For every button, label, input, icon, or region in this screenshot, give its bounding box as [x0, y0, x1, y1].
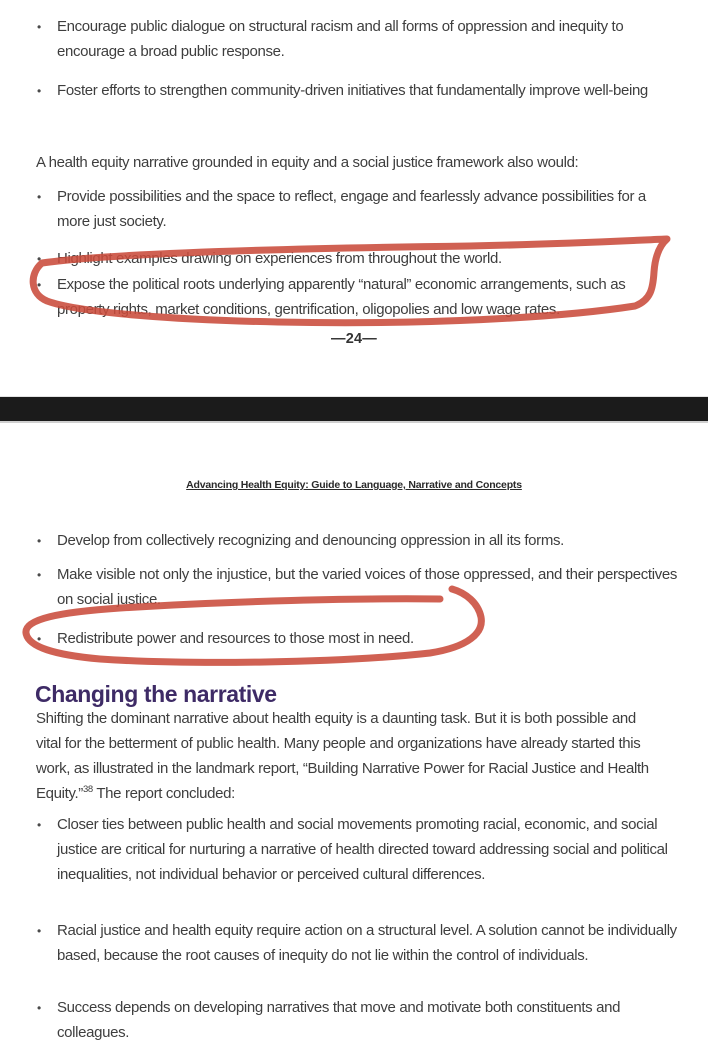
bullet-text: Racial justice and health equity require action on a structural level. A solution cannot be individually based, because the root causes of inequity do not lie within the control of individuals.: [57, 922, 677, 964]
bullet-icon: •: [37, 278, 41, 292]
list-item: [37, 812, 679, 887]
list-item: [37, 14, 679, 64]
bullet-icon: •: [37, 84, 41, 98]
bullet-text: Expose the political roots underlying apparently “natural” economic arrangements, such as property rights, market conditions, gentrification, oligopolies and low wage rates.: [57, 276, 626, 318]
bullet-icon: •: [37, 190, 41, 204]
bullet-text: Make visible not only the injustice, but the varied voices of those oppressed, and their perspectives on social justice.: [57, 566, 678, 608]
list-item: [37, 562, 679, 612]
list-item: [37, 78, 679, 103]
page-separator-bar: [0, 396, 708, 423]
list-item: [37, 528, 679, 553]
bullet-text: Foster efforts to strengthen community-driven initiatives that fundamentally improve well-being: [57, 82, 648, 99]
running-header: Advancing Health Equity: Guide to Language, Narrative and Concepts: [186, 479, 522, 491]
bullet-text: Redistribute power and resources to those most in need.: [57, 630, 414, 647]
bullet-icon: •: [37, 924, 41, 938]
paragraph-text: Shifting the dominant narrative about health equity is a daunting task. But it is both possible and vital for the betterment of public health. Many people and organizations have already started this work, as illustrated in the landmark report, “Building Narrative Power for Racial Justice and Health Equity.”: [36, 710, 649, 802]
bullet-icon: •: [37, 534, 41, 548]
list-item-annotated: [37, 272, 679, 322]
page-number: —24—: [331, 331, 377, 347]
footnote-reference: 38: [82, 784, 93, 795]
intro-paragraph: A health equity narrative grounded in equity and a social justice framework also would:: [36, 154, 579, 171]
bullet-icon: •: [37, 568, 41, 582]
list-item-annotated: [37, 626, 679, 651]
section-heading: Changing the narrative: [35, 681, 277, 708]
bullet-text: Success depends on developing narratives that move and motivate both constituents and colleagues.: [57, 999, 621, 1041]
bullet-text: Closer ties between public health and social movements promoting racial, economic, and social justice are critical for nurturing a narrative of health directed toward addressing social and political inequalities, not individual behavior or perceived cultural differences.: [57, 816, 668, 883]
bullet-text: Develop from collectively recognizing and denouncing oppression in all its forms.: [57, 532, 564, 549]
bullet-text: Encourage public dialogue on structural racism and all forms of oppression and inequity to encourage a broad public response.: [57, 18, 624, 60]
body-paragraph: [36, 706, 662, 806]
bullet-icon: •: [37, 252, 41, 266]
list-item: [37, 246, 679, 271]
bullet-icon: •: [37, 20, 41, 34]
list-item: [37, 184, 679, 234]
bullet-icon: •: [37, 818, 41, 832]
bullet-icon: •: [37, 632, 41, 646]
list-item: [37, 995, 679, 1045]
bullet-icon: •: [37, 1001, 41, 1015]
bullet-text: Provide possibilities and the space to reflect, engage and fearlessly advance possibilities for a more just society.: [57, 188, 646, 230]
list-item: [37, 918, 679, 968]
bullet-text: Highlight examples drawing on experiences from throughout the world.: [57, 250, 502, 267]
paragraph-text: The report concluded:: [92, 785, 235, 802]
